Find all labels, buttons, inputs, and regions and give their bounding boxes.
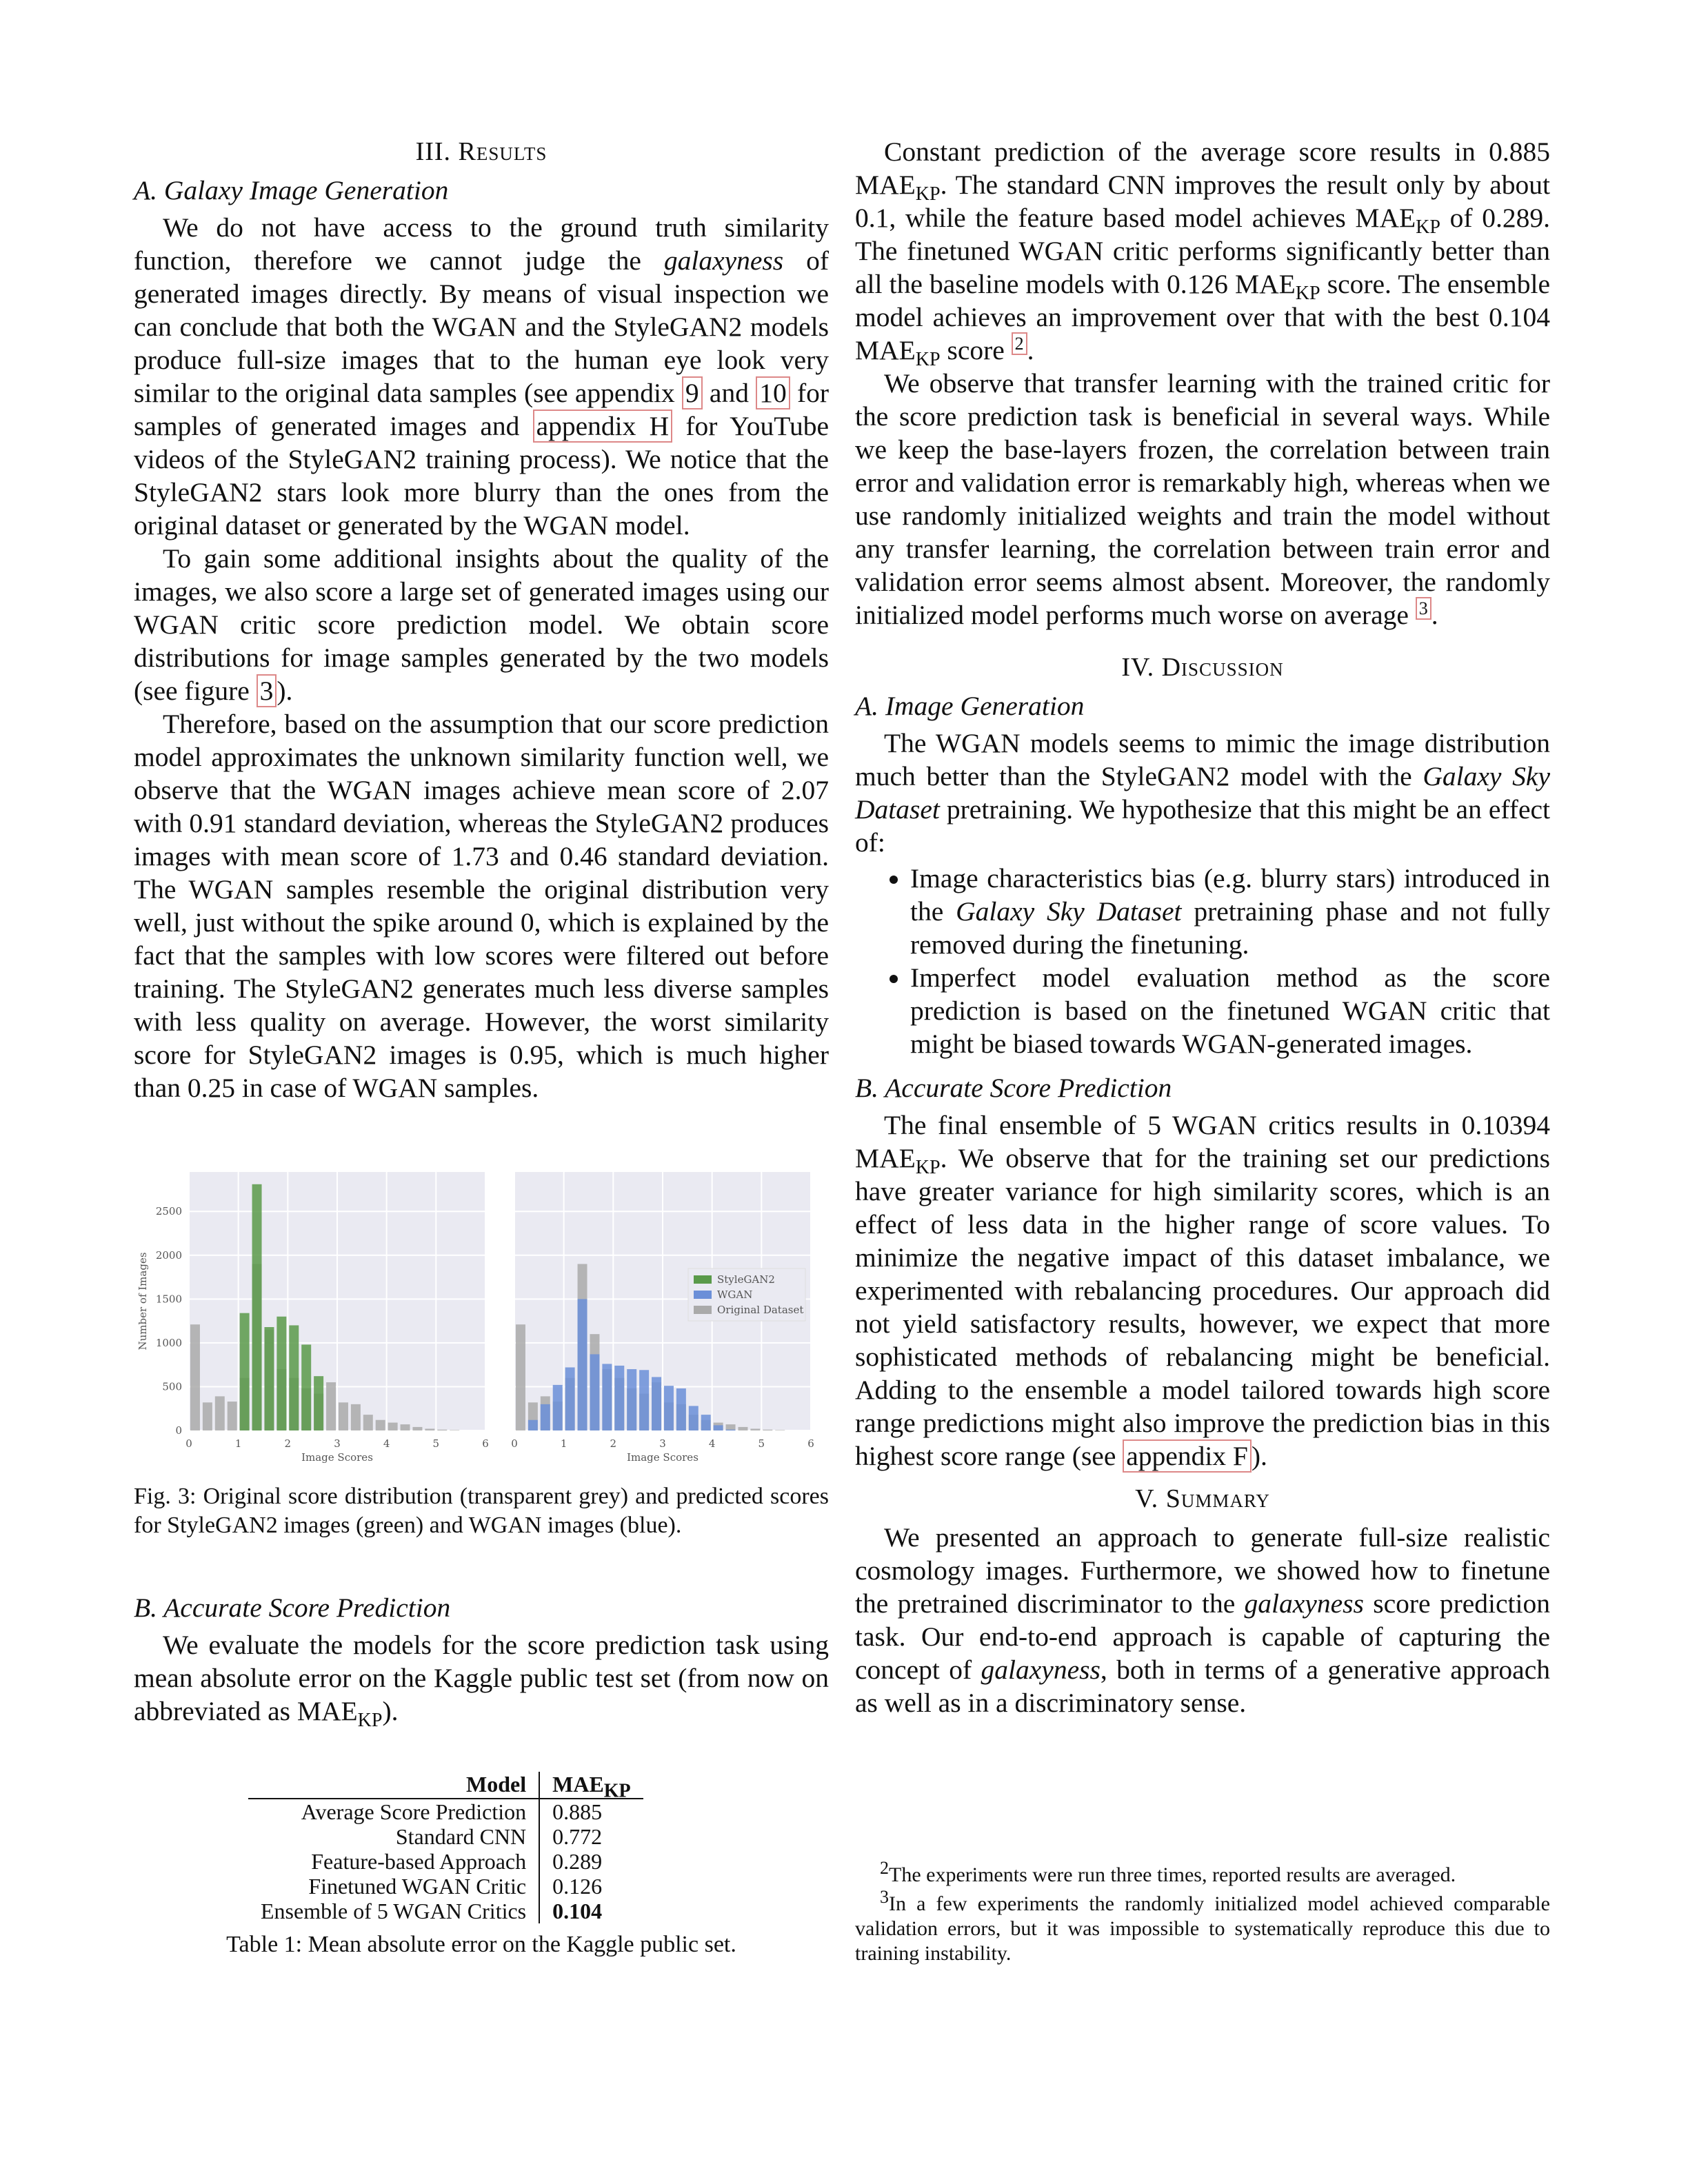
y-tick-label: 2500	[155, 1205, 182, 1218]
list-item: • Imperfect model evaluation method as the score prediction is based on the finetuned WGAN critic that might be biased towards WGAN-generated images.	[910, 961, 1550, 1060]
footnote-2: 2The experiments were run three times, reported results are averaged.	[880, 1858, 1456, 1886]
x-tick-label: 3	[659, 1437, 666, 1450]
bar	[639, 1370, 649, 1430]
bar	[541, 1404, 550, 1430]
x-tick-label: 4	[383, 1437, 390, 1450]
bar	[388, 1423, 398, 1430]
x-tick-label: 5	[432, 1437, 440, 1450]
bar	[553, 1385, 563, 1430]
subsection-title-image-generation: A. Image Generation	[855, 691, 1085, 721]
bar	[425, 1428, 434, 1430]
bar	[240, 1313, 250, 1430]
paragraph-evaluation: We evaluate the models for the score prediction task using mean absolute error on the Kaggle public test set (from now on abbreviated as $MAE_{KP}$).	[134, 1630, 829, 1731]
footnotes	[855, 1858, 1550, 1970]
paragraph-baseline-comparison: Constant prediction of the average score results in 0.885 $MAE_{KP}$. The standard CNN improves the result only by about 0.1, while the feature based model achieves $MAE_{KP}$ of 0.289. The finetuned WGAN critic performs significantly better than all the baseline models with 0.126 $MAE_{KP}$ score. The ensemble model achieves an improvement over that with the best 0.104 $MAE_{KP}$ score $^2$ .	[855, 136, 1550, 370]
bar	[714, 1425, 723, 1430]
figure-3-chart	[134, 1165, 829, 1482]
paragraph-transfer-learning: We observe that transfer learning with the trained critic for the score prediction task is beneficial in several ways. While we keep the base-layers frozen, the correlation between train error and validation error is remarkably high, whereas when we use randomly initialized weights and train the model without any transfer learning, the correlation between train error and validation error seems almost absent. Moreover, the randomly initialized model performs much worse on average $^3$ .	[855, 368, 1550, 630]
bar	[701, 1415, 711, 1430]
bar	[326, 1382, 336, 1430]
paragraph-score-distributions: To gain some additional insights about the quality of the images, we also score a large set of generated images using our WGAN critic score prediction model. We obtain score distributions for image samples generated by the two models (see figure 3 ).	[134, 543, 829, 706]
y-tick-label: 1500	[155, 1293, 182, 1306]
x-tick-label: 6	[807, 1437, 814, 1450]
x-tick-label: 0	[185, 1437, 192, 1450]
subsection-title-galaxy-image-generation: A. Galaxy Image Generation	[134, 175, 449, 205]
footnote-3: 3In a few experiments the randomly initialized model achieved comparable validation errors, but it was impossible to systematically reproduce this due to training instability.	[855, 1887, 1550, 1965]
x-tick-label: 2	[610, 1437, 617, 1450]
bar	[627, 1369, 636, 1430]
table-header-mae: MAEKP	[539, 1772, 643, 1799]
x-tick-label: 4	[708, 1437, 716, 1450]
section-title-discussion: IV. Discussion	[1121, 653, 1284, 682]
link-appendix-h[interactable]: appendix H	[533, 410, 673, 443]
link-appendix-f[interactable]: appendix F	[1123, 1439, 1252, 1473]
paragraph-summary: We presented an approach to generate full-size realistic cosmology images. Furthermore, we showed how to finetune the pretrained discriminator to the galaxyness score prediction task. Our end-to-end approach is capable of capturing the concept of galaxyness, both in terms of a generative approach as well as in a discriminatory sense.	[855, 1522, 1550, 1718]
footnote-ref-2[interactable]: 2	[1012, 332, 1027, 355]
bar	[339, 1402, 348, 1430]
section-title-results: III. Results	[415, 137, 547, 166]
figure-3-caption: Fig. 3: Original score distribution (transparent grey) and predicted scores for StyleGAN2 images (green) and WGAN images (blue).	[134, 1484, 829, 1538]
table-1-caption: Table 1: Mean absolute error on the Kaggle public set.	[226, 1932, 736, 1957]
legend-label: WGAN	[717, 1288, 753, 1301]
left-column	[134, 135, 829, 1104]
table-header-model: Model	[248, 1772, 539, 1799]
x-axis-label: Image Scores	[627, 1451, 699, 1464]
bar	[277, 1317, 286, 1430]
table-row: Standard CNN 0.772	[248, 1824, 643, 1849]
y-tick-label: 2000	[155, 1248, 182, 1262]
x-tick-label: 0	[511, 1437, 518, 1450]
right-column	[855, 135, 1550, 1719]
bar	[289, 1325, 299, 1430]
paragraph-mean-scores: Therefore, based on the assumption that our score prediction model approximates the unknown similarity function well, we observe that the WGAN images achieve mean score of 2.07 with 0.91 standard deviation, whereas the StyleGAN2 produces images with mean score of 1.73 and 0.46 standard deviation. The WGAN samples resemble the original distribution very well, just without the spike around 0, which is explained by the fact that the samples with low scores were filtered out before training. The StyleGAN2 generates much less diverse samples with less quality on average. However, the worst similarity score for StyleGAN2 images is 0.95, which is much higher than 0.25 in case of WGAN samples.	[134, 709, 829, 1103]
y-tick-label: 1000	[155, 1336, 182, 1349]
bar	[565, 1367, 575, 1430]
bar	[215, 1396, 225, 1430]
bar	[203, 1402, 212, 1430]
bar	[228, 1402, 237, 1430]
bar	[664, 1386, 674, 1430]
bar	[351, 1404, 361, 1430]
bar	[301, 1344, 311, 1430]
x-tick-label: 5	[758, 1437, 765, 1450]
y-axis-label: Number of Images	[137, 1252, 149, 1351]
left-column-score-prediction	[134, 1591, 829, 1731]
legend-label: Original Dataset	[717, 1304, 804, 1316]
footnote-ref-3[interactable]: 3	[1416, 597, 1431, 620]
paragraph-wgan-mimic: The WGAN models seems to mimic the image distribution much better than the StyleGAN2 model with the Galaxy Sky Dataset pretraining. We hypothesize that this might be an effect of:	[855, 728, 1550, 858]
link-figure-3[interactable]: 3	[257, 674, 277, 707]
paragraph-visual-inspection: We do not have access to the ground truth similarity function, therefore we cannot judge the galaxyness of generated images directly. By means of visual inspection we can conclude that both the WGAN and the StyleGAN2 models produce full-size images that to the human eye look very similar to the original data samples (see appendix 9 and 10 for samples of generated images and appendix H for YouTube videos of the StyleGAN2 training process). We notice that the StyleGAN2 stars look more blurry than the ones from the original dataset or generated by the WGAN model.	[134, 212, 830, 540]
table-row: Average Score Prediction 0.885	[248, 1799, 643, 1824]
list-item: • Image characteristics bias (e.g. blurry stars) introduced in the Galaxy Sky Dataset pretraining phase and not fully removed during the finetuning.	[910, 862, 1550, 961]
x-tick-label: 1	[560, 1437, 567, 1450]
section-title-summary: V. Summary	[1135, 1484, 1270, 1513]
legend-swatch	[694, 1306, 712, 1314]
table-row: Finetuned WGAN Critic 0.126	[248, 1874, 643, 1899]
bar	[750, 1428, 760, 1430]
bar	[363, 1415, 373, 1430]
bar	[578, 1299, 587, 1430]
y-tick-label: 0	[175, 1424, 182, 1437]
bar	[676, 1388, 686, 1430]
y-tick-label: 500	[162, 1380, 182, 1393]
bias-list	[855, 862, 1550, 1060]
bar	[602, 1364, 612, 1430]
bar	[528, 1420, 538, 1430]
link-appendix-9[interactable]: 9	[682, 376, 703, 410]
paragraph-final-ensemble: The final ensemble of 5 WGAN critics results in 0.10394 $MAE_{KP}$. We observe that for the training set our predictions have greater variance for high similarity scores, which is an effect of less data in the higher range of score values. To minimize the negative impact of this dataset imbalance, we experimented with rebalancing procedures. Our approach did not yield satisfactory results, however, we expect that more sophisticated methods of rebalancing might be beneficial. Adding to the ensemble a model tailored towards high score range predictions might also improve the prediction bias in this highest score range (see appendix F ).	[855, 1110, 1550, 1471]
table-row: Feature-based Approach 0.289	[248, 1849, 643, 1874]
bar	[726, 1424, 736, 1430]
table-1	[248, 1772, 690, 1923]
bar	[412, 1427, 422, 1430]
table-row: Ensemble of 5 WGAN Critics 0.104	[248, 1899, 643, 1923]
bar	[252, 1184, 262, 1430]
bar	[516, 1324, 525, 1430]
legend-swatch	[694, 1275, 712, 1284]
x-tick-label: 1	[234, 1437, 242, 1450]
bar	[190, 1324, 200, 1430]
figure-3	[134, 1165, 829, 1489]
x-axis-label: Image Scores	[301, 1451, 373, 1464]
subsection-title-accurate-score-prediction-2: B. Accurate Score Prediction	[855, 1073, 1172, 1103]
bar	[738, 1427, 747, 1430]
legend-swatch	[694, 1291, 712, 1299]
bar	[401, 1424, 410, 1430]
mae-table	[248, 1772, 643, 1923]
bar	[376, 1420, 385, 1430]
bar	[652, 1377, 661, 1430]
bar	[590, 1354, 599, 1430]
bar	[264, 1327, 274, 1430]
bar	[614, 1366, 624, 1430]
legend-label: StyleGAN2	[717, 1273, 775, 1286]
bar	[314, 1376, 323, 1430]
bar	[689, 1406, 699, 1430]
x-tick-label: 6	[482, 1437, 489, 1450]
subsection-title-accurate-score-prediction: B. Accurate Score Prediction	[134, 1593, 451, 1623]
x-tick-label: 2	[284, 1437, 292, 1450]
x-tick-label: 3	[334, 1437, 341, 1450]
link-appendix-10[interactable]: 10	[756, 376, 790, 410]
